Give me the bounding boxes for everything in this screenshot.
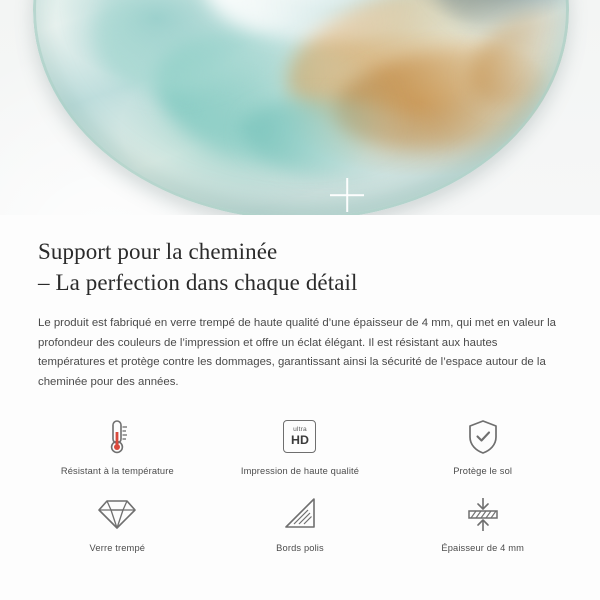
content-section [0,215,600,393]
ultra-hd-icon [283,415,316,459]
headline-line-1: Support pour la cheminée [38,239,278,264]
feature-item-print-quality [209,415,392,476]
feature-item-polished-edges [209,492,392,553]
headline-line-2: – La perfection dans chaque détail [38,269,358,295]
feature-label: Résistant à la température [60,465,174,476]
feature-item-thickness [391,492,574,553]
diamond-icon [97,492,137,536]
thermometer-icon [100,415,134,459]
feature-item-temperature [26,415,209,476]
ultra-hd-badge-bottom: HD [291,433,309,448]
feature-label: Verre trempé [89,542,146,553]
hero-image [0,0,600,215]
feature-label: Bords polis [276,542,324,553]
page-title [38,237,562,298]
thickness-4mm-icon [463,492,503,536]
polished-edges-icon [282,492,318,536]
feature-label: Protège le sol [453,465,513,476]
feature-grid [0,415,600,553]
feature-label: Impression de haute qualité [240,465,360,476]
feature-item-tempered-glass [26,492,209,553]
feature-item-floor-protection [391,415,574,476]
description-paragraph: Le produit est fabriqué en verre trempé de haute qualité d’une épaisseur de 4 mm, qui met en valeur la profondeur des couleurs de l’impression et offre un éclat élégant. Il est résistant aux hautes températures et protège contre les dommages, garantissant ainsi la sécurité de l’espace autour de la cheminée pour des années. [38,317,556,388]
ultra-hd-badge-top: ultra [293,425,307,433]
shield-check-icon [465,415,501,459]
feature-label: Épaisseur de 4 mm [441,542,524,553]
